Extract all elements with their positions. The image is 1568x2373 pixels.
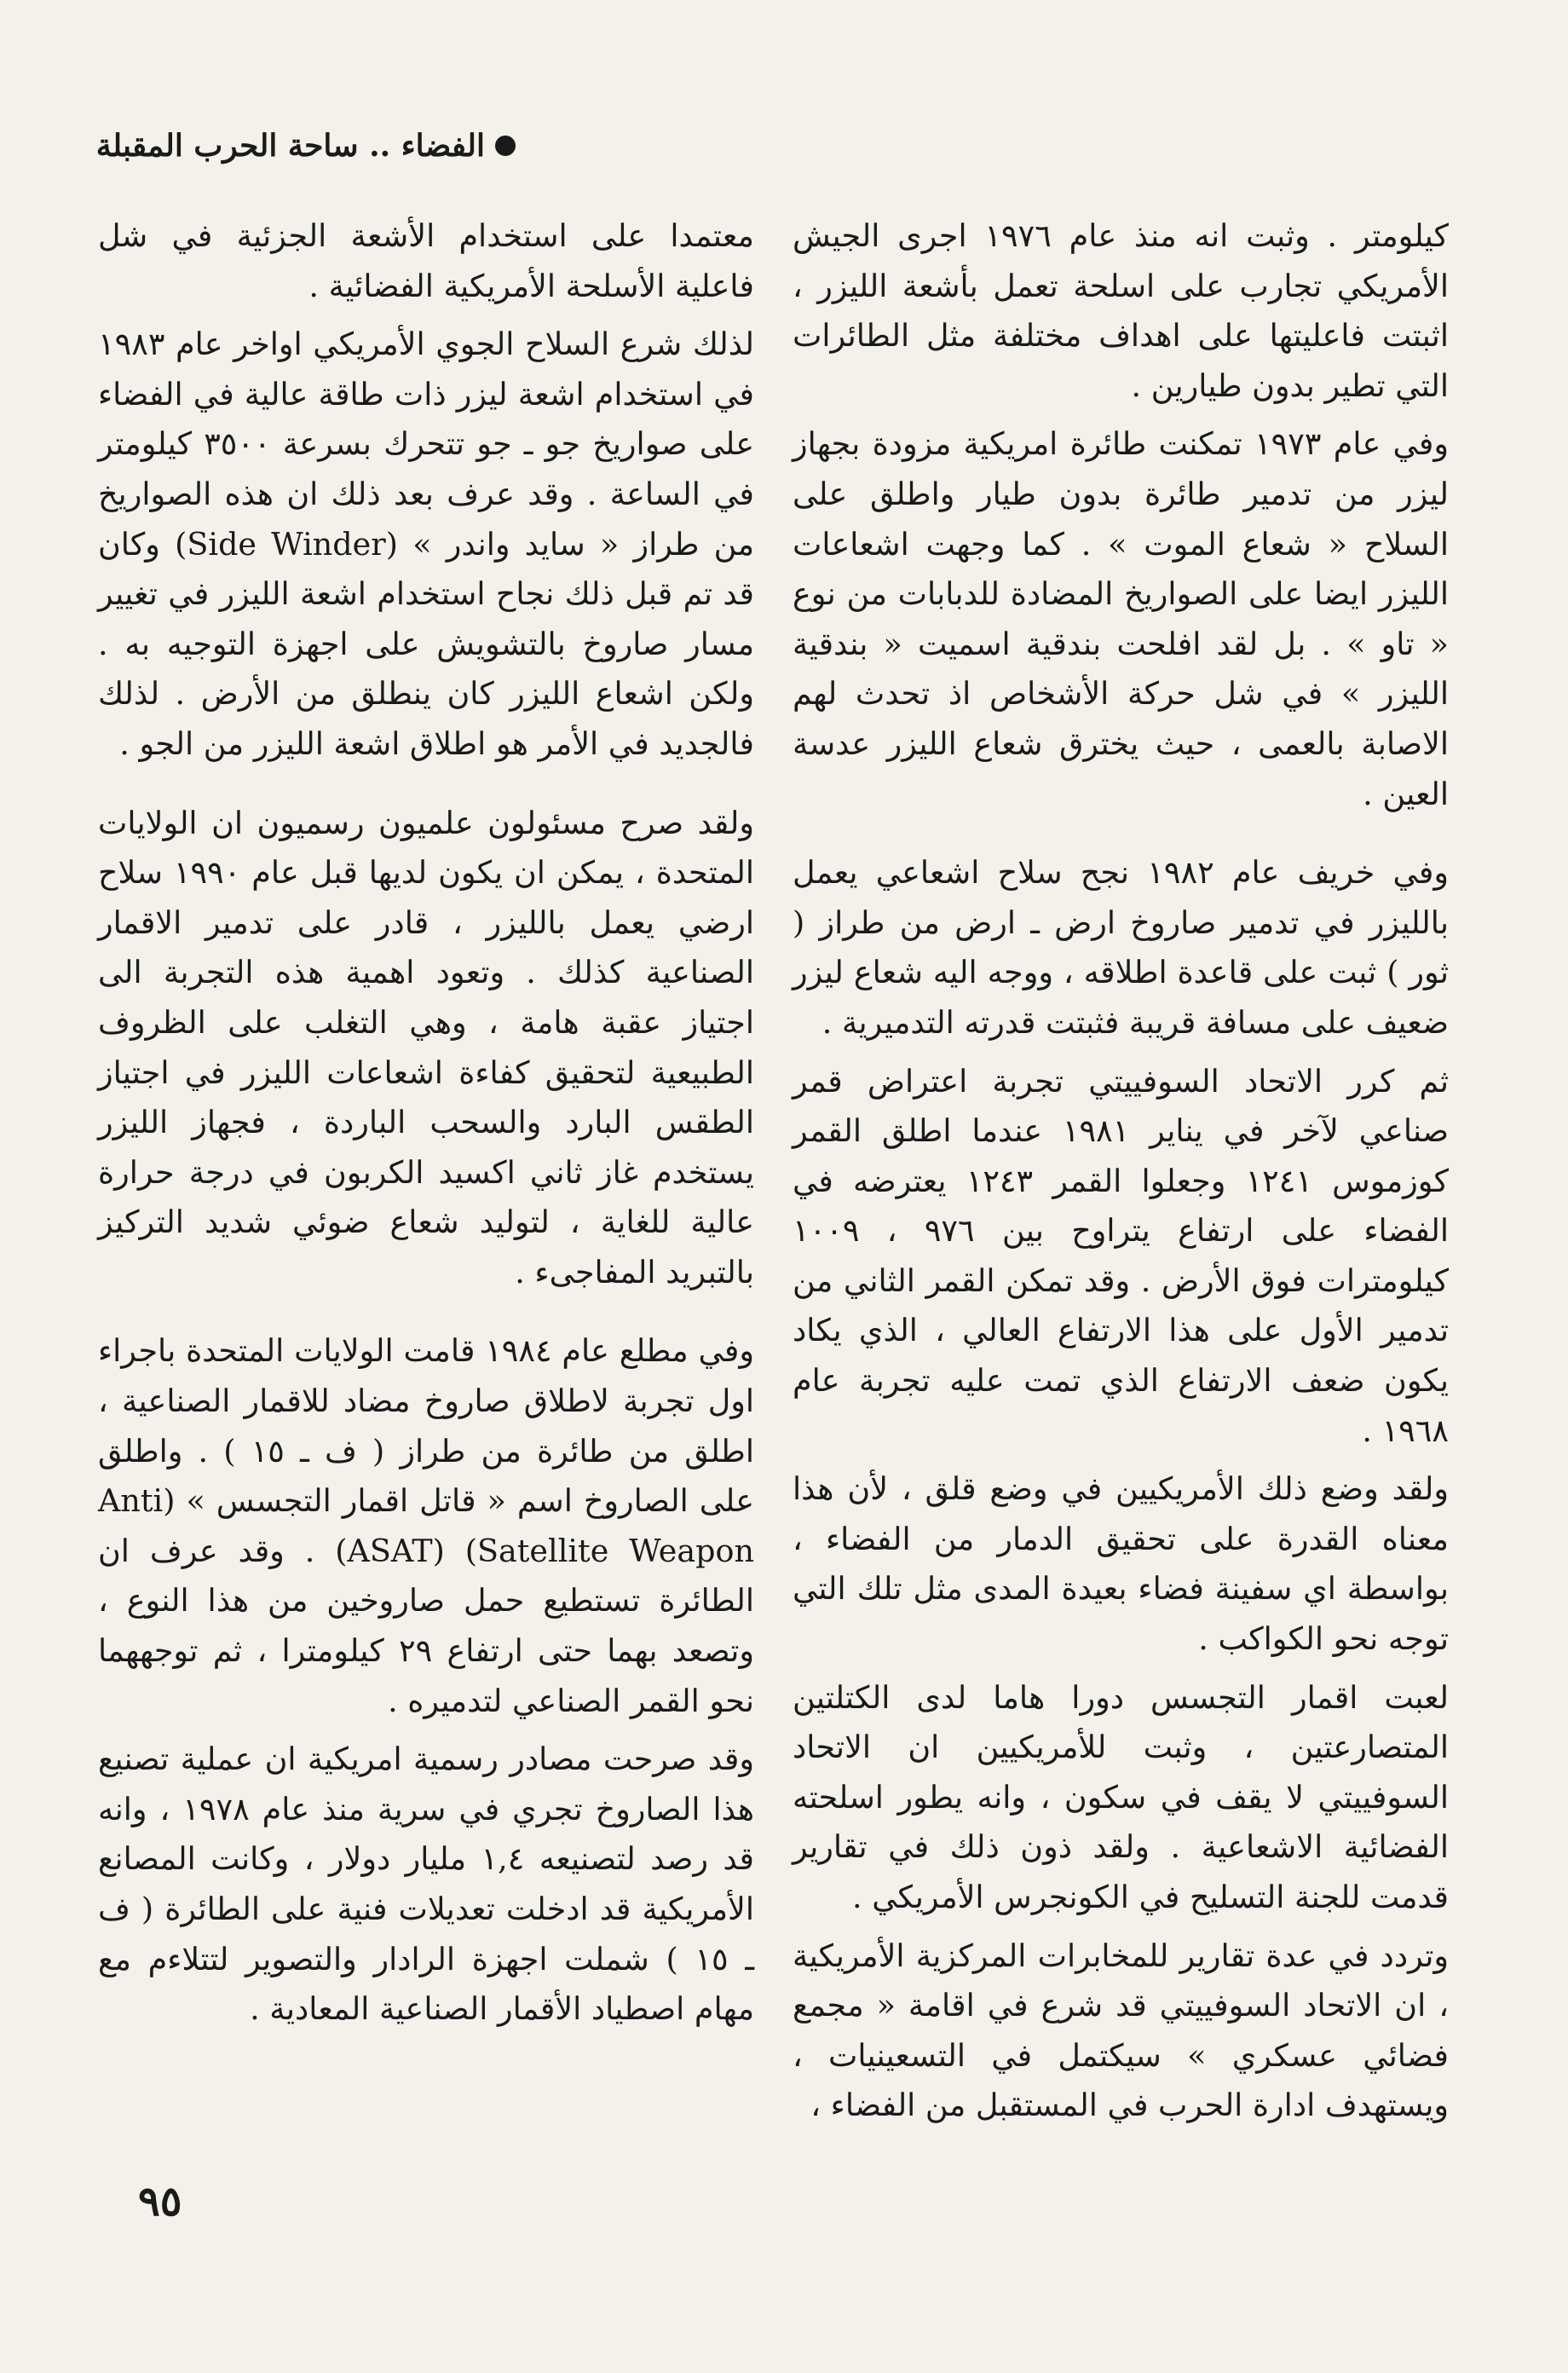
paragraph: ولقد صرح مسئولون علميون رسميون ان الولايات المتحدة ، يمكن ان يكون لديها قبل عام ١٩٩٠ سلاح ارضي يعمل بالليزر ، قادر على تدمير الاقمار الصناعية كذلك . وتعود اهمية هذه التجربة الى اجتياز عقبة هامة ، وهي التغلب على الظروف الطبيعية لتحقيق كفاءة اشعاعات الليزر في اجتياز الطقس البارد والسحب الباردة ، فجهاز الليزر يستخدم غاز ثاني اكسيد الكربون في درجة حرارة عالية للغاية ، لتوليد شعاع ضوئي شديد التركيز بالتبريد المفاجىء . xyxy=(98,804,754,1290)
running-header-title: الفضاء .. ساحة الحرب المقبلة xyxy=(95,128,485,164)
running-header xyxy=(96,128,516,164)
right-column xyxy=(793,211,1449,2131)
paragraph: لعبت اقمار التجسس دورا هاما لدى الكتلتين المتصارعتين ، وثبت للأمريكيين ان الاتحاد السوفييتي لا يقف في سكون ، وانه يطور اسلحته الفضائية الاشعاعية . ولقد ذون ذلك في تقارير قدمت للجنة التسليح في الكونجرس الأمريكي . xyxy=(793,1678,1449,1915)
paragraph: وفي مطلع عام ١٩٨٤ قامت الولايات المتحدة باجراء اول تجربة لاطلاق صاروخ مضاد للاقمار الصناعية ، اطلق من طائرة من طراز ( ف ـ ١٥ ) . واطلق على الصاروخ اسم « قاتل اقمار التجسس » (Anti Satellite Weapon) (ASAT) . وقد عرف ان الطائرة تستطيع حمل صاروخين من هذا النوع ، وتصعد بهما حتى ارتفاع ٢٩ كيلومترا ، ثم توجههما نحو القمر الصناعي لتدميره . xyxy=(98,1332,754,1719)
paragraph: وفي خريف عام ١٩٨٢ نجح سلاح اشعاعي يعمل بالليزر في تدمير صاروخ ارض ـ ارض من طراز ( ثور ) ثبت على قاعدة اطلاقه ، ووجه اليه شعاع ليزر ضعيف على مسافة قريبة فثبتت قدرته التدميرية . xyxy=(793,854,1449,1041)
page-number: ٩٥ xyxy=(138,2178,182,2226)
paragraph: ولقد وضع ذلك الأمريكيين في وضع قلق ، لأن هذا معناه القدرة على تحقيق الدمار من الفضاء ، بواسطة اي سفينة فضاء بعيدة المدى مثل تلك التي توجه نحو الكواكب . xyxy=(793,1470,1449,1658)
paragraph: وفي عام ١٩٧٣ تمكنت طائرة امريكية مزودة بجهاز ليزر من تدمير طائرة بدون طيار واطلق على السلاح « شعاع الموت » . كما وجهت اشعاعات الليزر ايضا على الصواريخ المضادة للدبابات من نوع « تاو » . بل لقد افلحت بندقية اسميت « بندقية الليزر » في شل حركة الأشخاص اذ تحدث لهم الاصابة بالعمى ، حيث يخترق شعاع الليزر عدسة العين . xyxy=(793,425,1450,812)
paragraph: ثم كرر الاتحاد السوفييتي تجربة اعتراض قمر صناعي لآخر في يناير ١٩٨١ عندما اطلق القمر كوزموس ١٢٤١ وجعلوا القمر ١٢٤٣ يعترضه في الفضاء على ارتفاع يتراوح بين ٩٧٦ ، ١٠٠٩ كيلومترات فوق الأرض . وقد تمكن القمر الثاني من تدمير الأول على هذا الارتفاع العالي ، الذي يكاد يكون ضعف الارتفاع الذي تمت عليه تجربة عام ١٩٦٨ . xyxy=(793,1062,1449,1449)
paragraph: وقد صرحت مصادر رسمية امريكية ان عملية تصنيع هذا الصاروخ تجري في سرية منذ عام ١٩٧٨ ، وانه قد رصد لتصنيعه ١,٤ مليار دولار ، وكانت المصانع الأمريكية قد ادخلت تعديلات فنية على الطائرة ( ف ـ ١٥ ) شملت اجهزة الرادار والتصوير لتتلاءم مع مهام اصطياد الأقمار الصناعية المعادية . xyxy=(98,1741,755,2028)
paragraph: لذلك شرع السلاح الجوي الأمريكي اواخر عام ١٩٨٣ في استخدام اشعة ليزر ذات طاقة عالية في الفضاء على صواريخ جو ـ جو تتحرك بسرعة ٣٥٠٠ كيلومتر في الساعة . وقد عرف بعد ذلك ان هذه الصواريخ من طراز « سايد واندر » (Side Winder) وكان قد تم قبل ذلك نجاح استخدام اشعة الليزر في تغيير مسار صاروخ بالتشويش على اجهزة التوجيه به . ولكن اشعاع الليزر كان ينطلق من الأرض . لذلك فالجديد في الأمر هو اطلاق اشعة الليزر من الجو . xyxy=(98,326,754,762)
paragraph: كيلومتر . وثبت انه منذ عام ١٩٧٦ اجرى الجيش الأمريكي تجارب على اسلحة تعمل بأشعة الليزر ، اثبتت فاعليتها على اهداف مختلفة مثل الطائرات التي تطير بدون طيارين . xyxy=(793,217,1449,404)
left-column xyxy=(98,211,754,2035)
paragraph: معتمدا على استخدام الأشعة الجزئية في شل فاعلية الأسلحة الأمريكية الفضائية . xyxy=(98,217,754,304)
bullet-icon xyxy=(495,136,516,156)
paragraph: وتردد في عدة تقارير للمخابرات المركزية الأمريكية ، ان الاتحاد السوفييتي قد شرع في اقامة « مجمع فضائي عسكري » سيكتمل في التسعينيات ، ويستهدف ادارة الحرب في المستقبل من الفضاء ، xyxy=(793,1937,1449,2124)
